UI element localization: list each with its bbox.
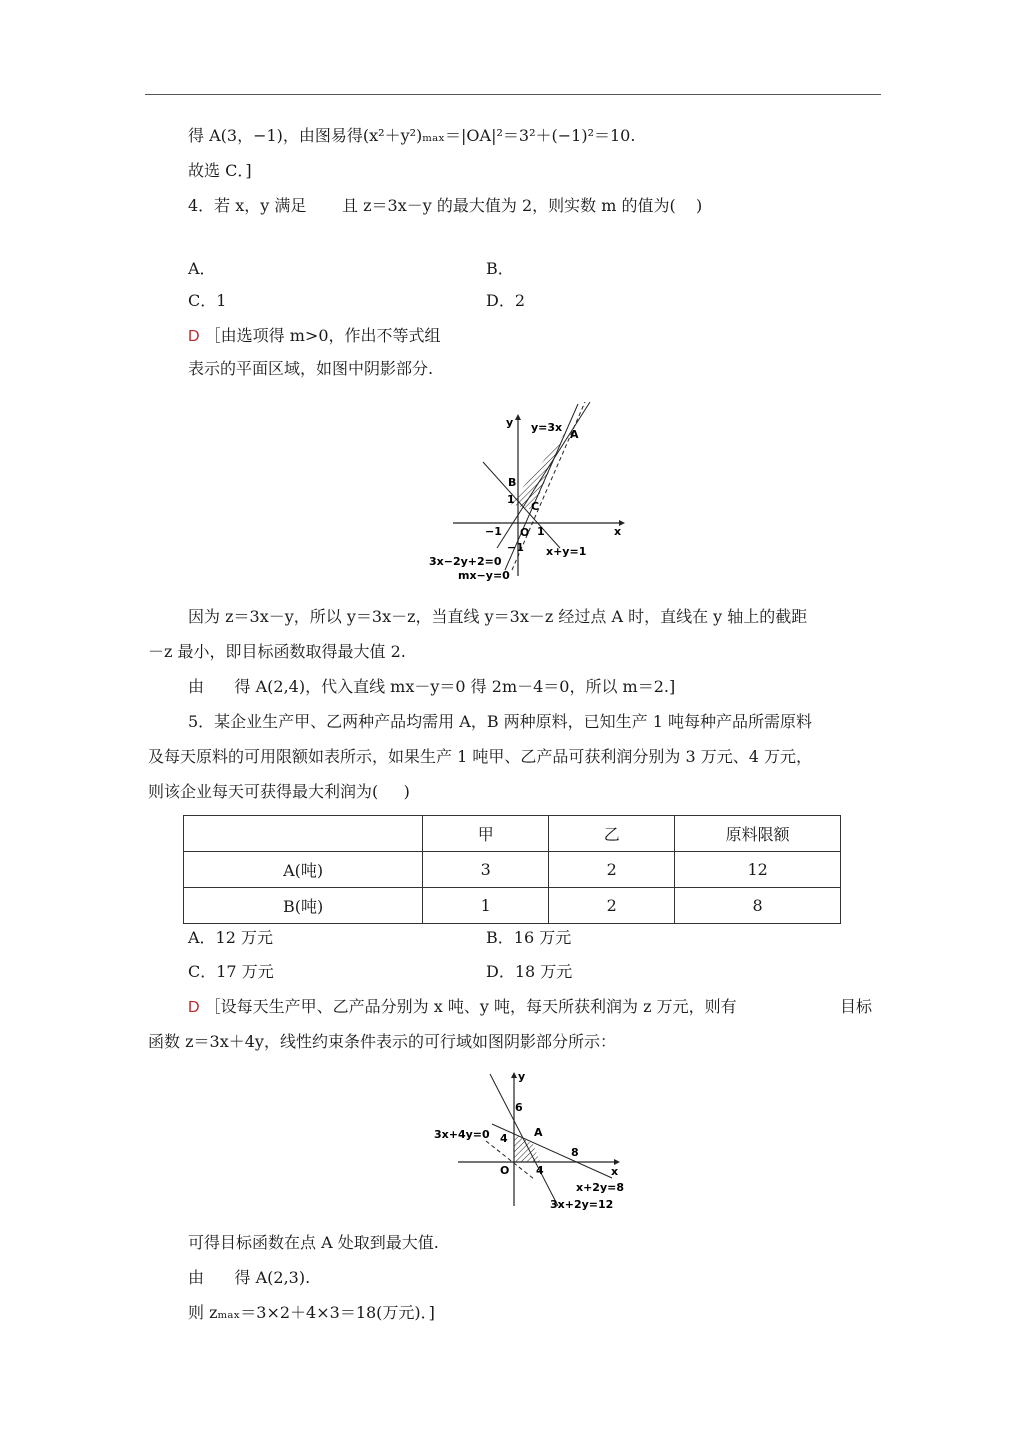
fig1-label-y: y <box>506 416 514 429</box>
solution-5-line <box>188 996 737 1019</box>
fig1-label-C: C <box>531 500 540 513</box>
table-cell: 12 <box>675 852 841 888</box>
text-line: 及每天原料的可用限额如表所示，如果生产 1 吨甲、乙产品可获利润分别为 3 万元、4 万元， <box>148 747 812 766</box>
table-cell: 2 <box>549 852 675 888</box>
fig1-label-y3x: y=3x <box>531 421 563 434</box>
text-line: －z 最小，即目标函数取得最大值 2. <box>148 642 406 661</box>
answer-4: D <box>188 328 200 345</box>
text-line: 则 zₘₐₓ＝3×2＋4×3＝18(万元)．] <box>188 1303 435 1322</box>
table-header-cell: 原料限额 <box>675 816 841 852</box>
header-rule <box>145 94 881 95</box>
table-cell: 1 <box>423 888 549 924</box>
option-4d: D．2 <box>486 291 526 310</box>
table-cell: 3 <box>423 852 549 888</box>
option-4a: A． <box>188 259 216 278</box>
fig2-label-A: A <box>534 1126 543 1139</box>
table-row <box>184 816 841 852</box>
option-5d: D．18 万元 <box>486 962 573 981</box>
fig2-label-6: 6 <box>515 1101 523 1114</box>
fig1-label-l3: mx−y=0 <box>458 569 510 582</box>
fig1-label-B: B <box>508 476 517 489</box>
text-line: 函数 z＝3x＋4y，线性约束条件表示的可行域如图阴影部分所示： <box>148 1032 616 1051</box>
table-cell: B(吨) <box>184 888 423 924</box>
text-line: 则该企业每天可获得最大利润为( ) <box>148 782 410 801</box>
fig1-label-neg1y: −1 <box>507 541 524 554</box>
fig2-label-l1: x+2y=8 <box>576 1181 625 1194</box>
fig1-label-neg1x: −1 <box>485 525 502 538</box>
text-line: 目标 <box>840 997 873 1016</box>
text-line: 故选 C．] <box>188 161 252 180</box>
y-axis-arrow <box>515 414 521 420</box>
fig1-label-l1: x+y=1 <box>546 545 587 558</box>
table-header-cell <box>184 816 423 852</box>
fig1-label-1y: 1 <box>507 493 515 506</box>
fig2-label-x: x <box>611 1165 619 1178</box>
solution-4-line <box>188 325 441 348</box>
question-4-stem: 4．若 x，y 满足 且 z＝3x－y 的最大值为 2，则实数 m 的值为( ) <box>188 196 703 215</box>
solution-4-text: ［由选项得 m>0，作出不等式组 <box>204 326 441 345</box>
text-line: 得 A(3，−1)，由图易得(x²＋y²)ₘₐₓ＝|OA|²＝3²＋(−1)²＝10. <box>188 126 636 145</box>
table-cell: A(吨) <box>184 852 423 888</box>
text-line: 表示的平面区域，如图中阴影部分. <box>188 359 434 378</box>
table-cell: 8 <box>675 888 841 924</box>
line-x-2y-8 <box>492 1124 612 1178</box>
figure-q5-graph <box>430 1066 630 1216</box>
question-5-stem: 5．某企业生产甲、乙两种产品均需用 A，B 两种原料，已知生产 1 吨每种产品所需原料 <box>188 712 813 731</box>
table-header-cell: 甲 <box>423 816 549 852</box>
solution-5-text: ［设每天生产甲、乙产品分别为 x 吨、y 吨，每天所获利润为 z 万元，则有 <box>204 997 737 1016</box>
option-5b: B．16 万元 <box>486 928 572 947</box>
fig2-label-l0: 3x+4y=0 <box>434 1128 490 1141</box>
fig1-label-l2: 3x−2y+2=0 <box>429 555 502 568</box>
fig2-label-O: O <box>500 1164 510 1177</box>
table-header-cell: 乙 <box>549 816 675 852</box>
fig2-label-8: 8 <box>571 1146 579 1159</box>
fig1-label-O: O <box>520 526 530 539</box>
fig1-label-1x: 1 <box>537 525 545 538</box>
fig2-label-y: y <box>518 1070 526 1083</box>
answer-5: D <box>188 999 200 1016</box>
text-line: 因为 z＝3x－y，所以 y＝3x－z，当直线 y＝3x－z 经过点 A 时，直线在 y 轴上的截距 <box>188 607 808 626</box>
figure-q4-graph <box>425 398 625 584</box>
fig1-label-x: x <box>614 525 622 538</box>
materials-table <box>183 815 841 924</box>
option-4b: B． <box>486 259 514 278</box>
fig2-label-l2: 3x+2y=12 <box>550 1198 614 1211</box>
option-5a: A．12 万元 <box>188 928 274 947</box>
text-line: 由 得 A(2,3). <box>188 1268 311 1287</box>
text-line: 由 得 A(2,4)，代入直线 mx－y＝0 得 2m－4＝0，所以 m＝2.] <box>188 677 676 696</box>
option-5c: C．17 万元 <box>188 962 274 981</box>
fig2-label-4y: 4 <box>500 1132 508 1145</box>
option-4c: C．1 <box>188 291 227 310</box>
text-line: 可得目标函数在点 A 处取到最大值. <box>188 1233 439 1252</box>
table-cell: 2 <box>549 888 675 924</box>
fig2-label-4x: 4 <box>536 1164 544 1177</box>
table-row <box>184 888 841 924</box>
y-axis-arrow <box>511 1072 517 1078</box>
table-row <box>184 852 841 888</box>
fig1-label-A: A <box>570 428 579 441</box>
